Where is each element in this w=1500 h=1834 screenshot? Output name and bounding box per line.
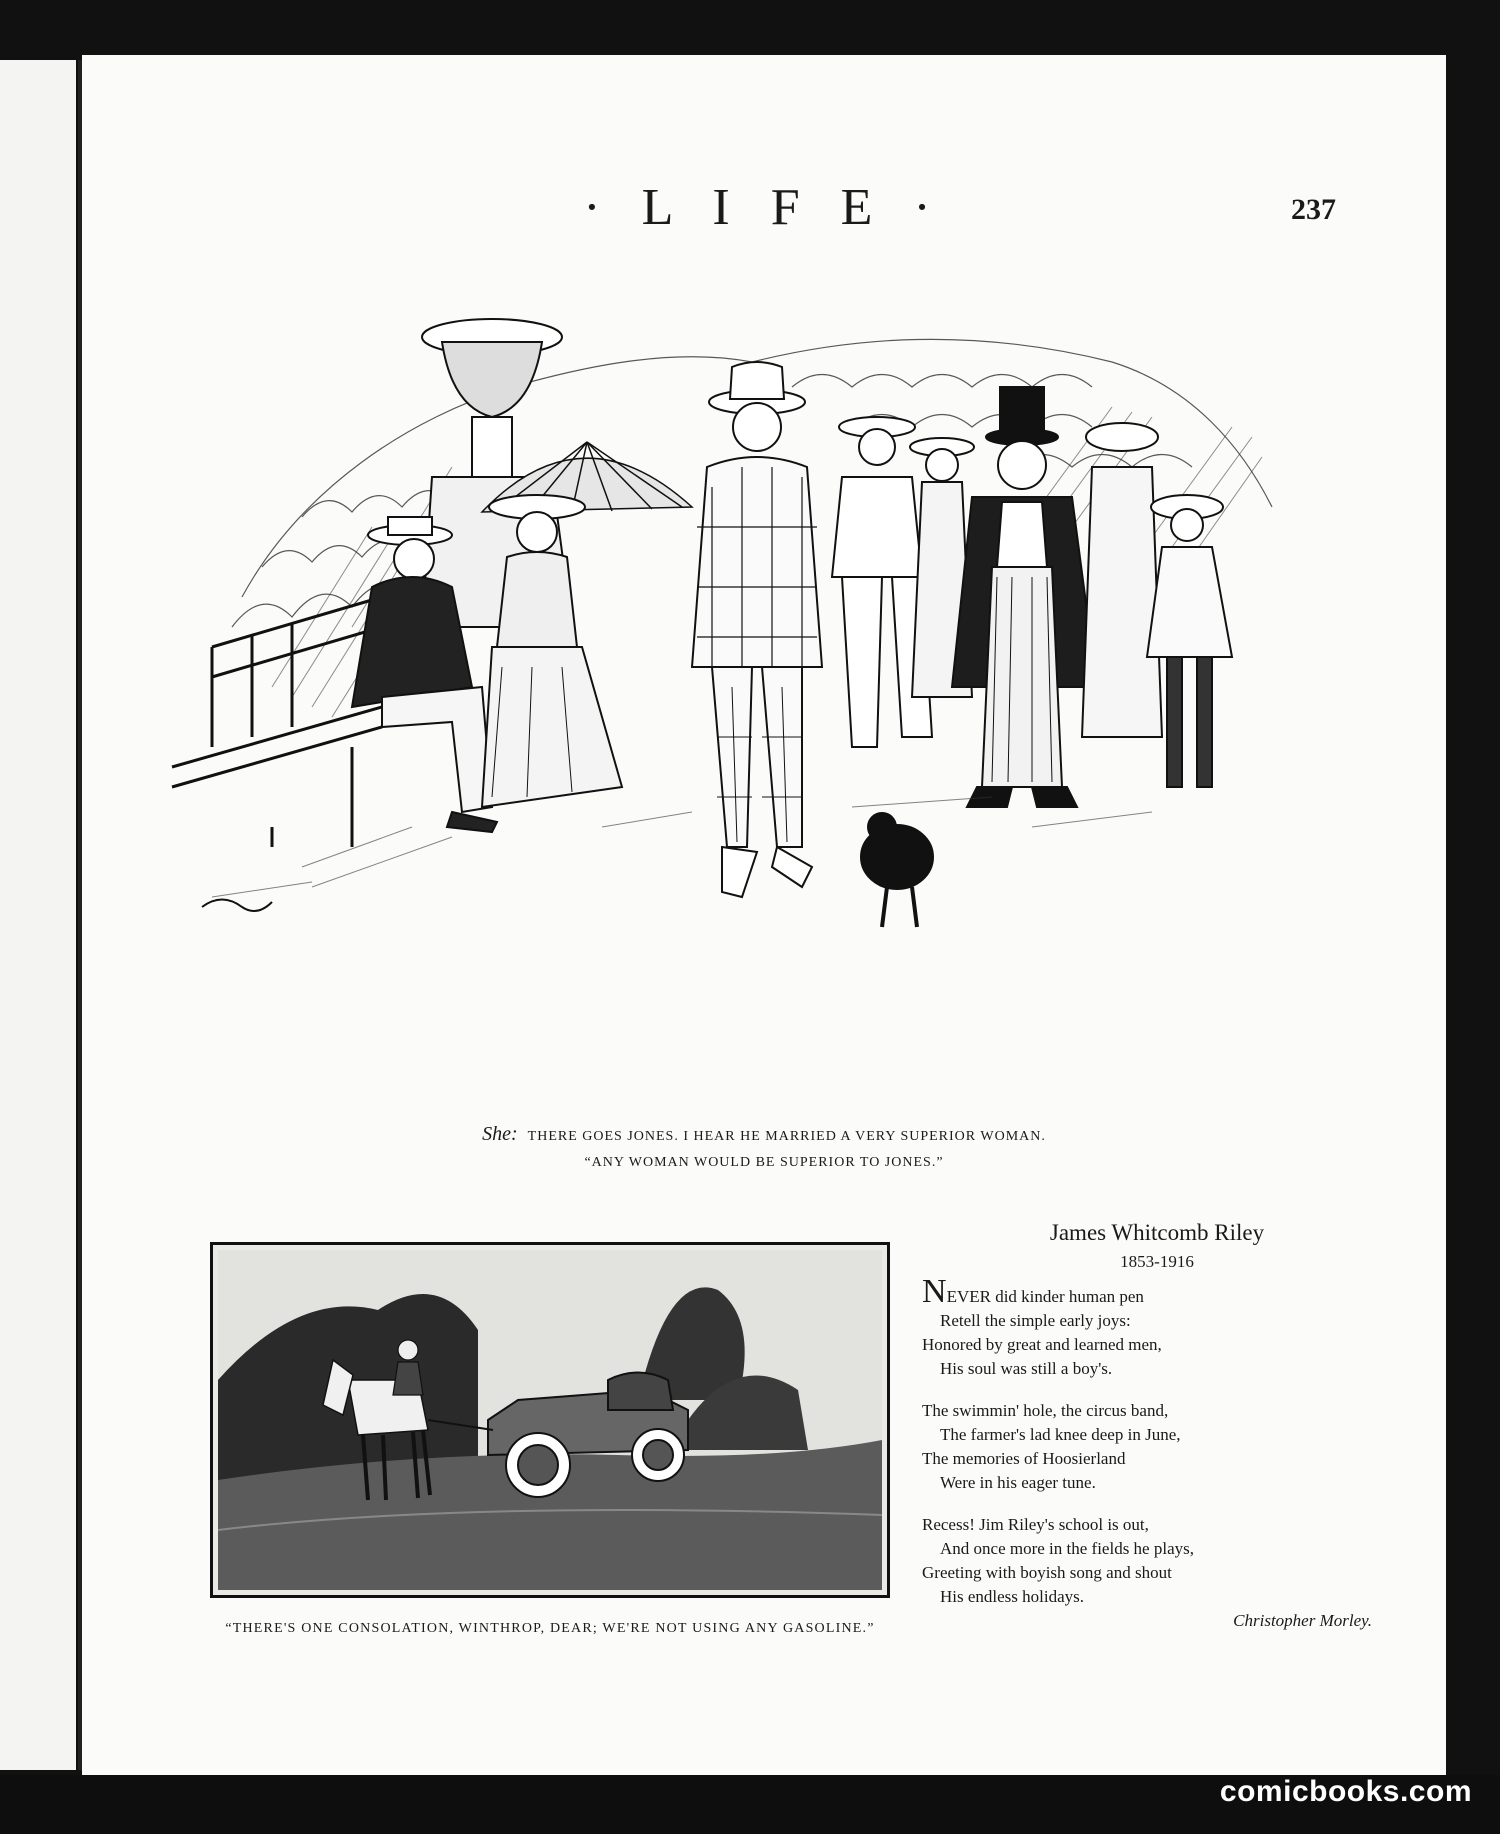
caption-line-2: “ANY WOMAN WOULD BE SUPERIOR TO JONES.” xyxy=(584,1155,944,1170)
poem-title: James Whitcomb Riley xyxy=(1049,1220,1265,1245)
halftone-illustration-frame xyxy=(210,1242,890,1598)
poem-author: Christopher Morley. xyxy=(1233,1611,1372,1630)
poem-dates: 1853-1916 xyxy=(1120,1252,1194,1271)
poem-stanza-1 xyxy=(922,1273,1372,1381)
poem-line: The memories of Hoosierland xyxy=(922,1449,1126,1468)
artist-signature xyxy=(202,900,272,912)
masthead: · L I F E · xyxy=(583,179,945,236)
poem-line: And once more in the fields he plays, xyxy=(940,1539,1194,1558)
caption-speaker: She: xyxy=(482,1123,518,1145)
page-number: 237 xyxy=(1291,193,1336,226)
poem-line: Greeting with boyish song and shout xyxy=(922,1563,1172,1582)
poem-line: Recess! Jim Riley's school is out, xyxy=(922,1515,1149,1534)
watermark: comicbooks.com xyxy=(1219,1775,1472,1808)
poem-stanza-2 xyxy=(922,1399,1372,1495)
poem-line: EVER did kinder human pen xyxy=(946,1287,1144,1306)
poem-line: Honored by great and learned men, xyxy=(922,1335,1162,1354)
poem-line: His endless holidays. xyxy=(940,1587,1085,1606)
poem-line: The farmer's lad knee deep in June, xyxy=(940,1425,1181,1444)
poem xyxy=(922,1220,1372,1631)
poem-line: Retell the simple early joys: xyxy=(940,1311,1131,1330)
drop-cap: N xyxy=(922,1273,947,1310)
poem-stanza-3 xyxy=(922,1513,1372,1609)
left-page-edge xyxy=(0,60,76,1770)
magazine-page xyxy=(82,55,1446,1775)
poem-line: Were in his eager tune. xyxy=(940,1473,1096,1492)
illustration-mule-and-car xyxy=(218,1250,882,1590)
poem-line: His soul was still a boy's. xyxy=(940,1359,1113,1378)
illustration-caption: “THERE'S ONE CONSOLATION, WINTHROP, DEAR; WE'RE NOT USING ANY GASOLINE.” xyxy=(225,1621,875,1636)
cartoon-caption xyxy=(82,1121,1446,1176)
caption-line-1: THERE GOES JONES. I HEAR HE MARRIED A VERY SUPERIOR WOMAN. xyxy=(527,1129,1046,1144)
poem-line: The swimmin' hole, the circus band, xyxy=(922,1401,1169,1420)
cartoon-illustration-park xyxy=(152,267,1352,1107)
